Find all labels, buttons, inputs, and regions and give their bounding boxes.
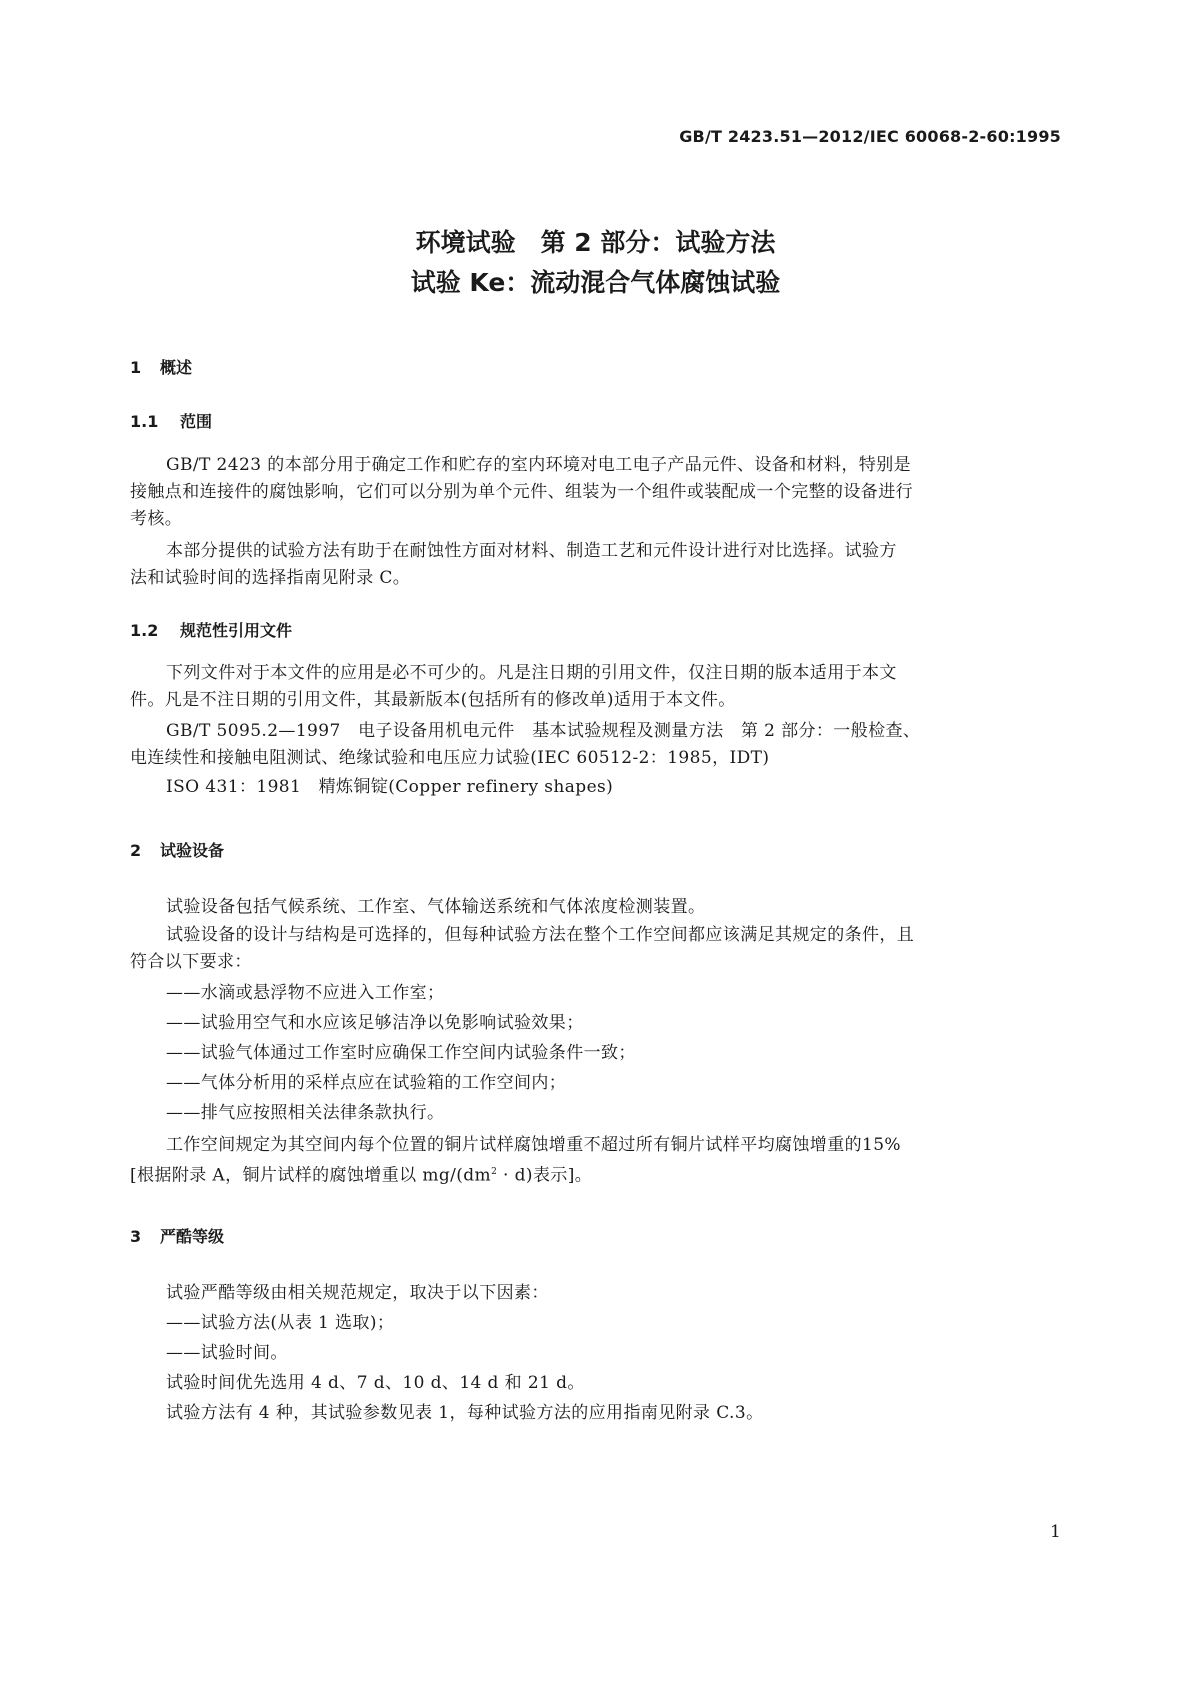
scope-p1-line-1: GB/T 2423 的本部分用于确定工作和贮存的室内环境对电工电子产品元件、设备和材料，特别是 — [166, 455, 912, 475]
scope-paragraph-1 — [130, 452, 1065, 533]
scope-paragraph-2 — [130, 538, 1065, 592]
ref1-line-2: 电连续性和接触电阻测试、绝缘试验和电压应力试验(IEC 60512-2：1985，IDT) — [130, 748, 770, 768]
superscript-2: 2 — [491, 1167, 498, 1177]
reference-iso-431 — [130, 774, 1065, 801]
equipment-p2-line-1: 试验设备的设计与结构是可选择的，但每种试验方法在整个工作空间都应该满足其规定的条件，且 — [166, 925, 915, 945]
section-1-1-title: 范围 — [180, 412, 213, 431]
severity-paragraph-1 — [130, 1280, 1065, 1307]
requirement-list-item: ——排气应按照相关法律条款执行。 — [166, 1103, 445, 1123]
equipment-paragraph-1 — [130, 894, 1065, 921]
section-1-1-number: 1.1 — [130, 412, 159, 431]
title-line-1: 环境试验 第 2 部分：试验方法 — [415, 228, 776, 257]
severity-paragraph-2 — [130, 1370, 1065, 1397]
section-2-number: 2 — [130, 841, 142, 860]
equipment-paragraph-3 — [130, 1132, 1065, 1190]
section-1-title: 概述 — [160, 358, 193, 377]
standard-code: GB/T 2423.51—2012/IEC 60068-2-60:1995 — [679, 127, 1061, 146]
equipment-p3-line-2-b: · d)表示]。 — [497, 1165, 593, 1186]
section-1-2-heading — [130, 618, 292, 641]
document-title — [0, 226, 1191, 306]
section-2-title: 试验设备 — [160, 841, 225, 860]
normative-references-paragraph — [130, 660, 1065, 714]
ref2-line: ISO 431：1981 精炼铜锭(Copper refinery shapes) — [166, 777, 614, 797]
severity-list-item: ——试验方法(从表 1 选取)； — [166, 1313, 395, 1333]
section-1-2-number: 1.2 — [130, 621, 159, 640]
section-1-1-heading — [130, 409, 212, 432]
equipment-p1-line: 试验设备包括气候系统、工作室、气体输送系统和气体浓度检测装置。 — [166, 897, 706, 917]
requirement-list-item: ——气体分析用的采样点应在试验箱的工作空间内； — [166, 1073, 567, 1093]
section-1-heading — [130, 355, 192, 378]
title-line-2: 试验 Ke：流动混合气体腐蚀试验 — [410, 268, 781, 297]
severity-list-item: ——试验时间。 — [166, 1343, 288, 1363]
scope-p1-line-3: 考核。 — [130, 509, 183, 529]
section-3-title: 严酷等级 — [160, 1227, 225, 1246]
section-2-heading — [130, 838, 224, 861]
refs-p1-line-1: 下列文件对于本文件的应用是必不可少的。凡是注日期的引用文件，仅注日期的版本适用于本文 — [166, 663, 897, 683]
equipment-p3-line-2 — [130, 1159, 1065, 1190]
requirement-list-item: ——试验用空气和水应该足够洁净以免影响试验效果； — [166, 1013, 584, 1033]
equipment-p3-line-1: 工作空间规定为其空间内每个位置的铜片试样腐蚀增重不超过所有铜片试样平均腐蚀增重的15% — [166, 1135, 901, 1155]
equipment-p3-line-2-a: [根据附录 A，铜片试样的腐蚀增重以 mg/(dm — [130, 1165, 492, 1186]
requirement-list-item: ——水滴或悬浮物不应进入工作室； — [166, 983, 445, 1003]
reference-gbt-5095 — [130, 718, 1065, 772]
scope-p2-line-2: 法和试验时间的选择指南见附录 C。 — [130, 568, 411, 588]
section-3-heading — [130, 1224, 224, 1247]
requirement-list-item: ——试验气体通过工作室时应确保工作空间内试验条件一致； — [166, 1043, 636, 1063]
severity-paragraph-3 — [130, 1400, 1065, 1427]
scope-p2-line-1: 本部分提供的试验方法有助于在耐蚀性方面对材料、制造工艺和元件设计进行对比选择。试验方 — [166, 541, 897, 561]
ref1-line-1: GB/T 5095.2—1997 电子设备用机电元件 基本试验规程及测量方法 第 2 部分：一般检查、 — [166, 721, 921, 741]
section-3-number: 3 — [130, 1227, 142, 1246]
page-number: 1 — [1050, 1522, 1061, 1542]
section-1-number: 1 — [130, 358, 142, 377]
severity-p1-line: 试验严酷等级由相关规范规定，取决于以下因素： — [166, 1283, 549, 1303]
scope-p1-line-2: 接触点和连接件的腐蚀影响，它们可以分别为单个元件、组装为一个组件或装配成一个完整的设备进行 — [130, 482, 913, 502]
refs-p1-line-2: 件。凡是不注日期的引用文件，其最新版本(包括所有的修改单)适用于本文件。 — [130, 690, 736, 710]
severity-p2-line: 试验时间优先选用 4 d、7 d、10 d、14 d 和 21 d。 — [166, 1373, 585, 1393]
equipment-p2-line-2: 符合以下要求： — [130, 952, 252, 972]
section-1-2-title: 规范性引用文件 — [180, 621, 293, 640]
equipment-paragraph-2 — [130, 922, 1065, 976]
severity-p3-line: 试验方法有 4 种，其试验参数见表 1，每种试验方法的应用指南见附录 C.3。 — [166, 1403, 764, 1423]
